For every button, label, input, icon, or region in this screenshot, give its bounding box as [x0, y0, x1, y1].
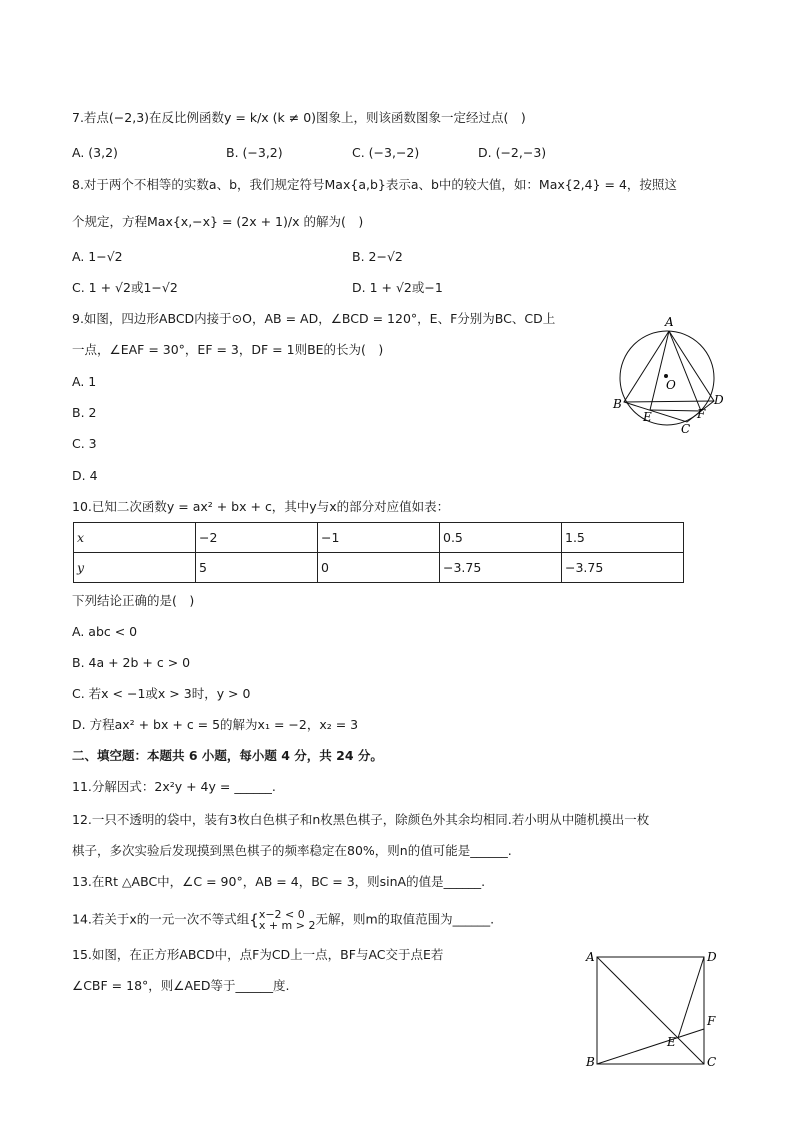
table-cell: 0: [318, 553, 440, 583]
table-cell: −3.75: [562, 553, 684, 583]
table-cell: 1.5: [562, 523, 684, 553]
table-cell: −3.75: [440, 553, 562, 583]
q9-option-a: A. 1: [72, 374, 97, 389]
segment-ef: [650, 410, 701, 411]
q14-inequality-2: x + m > 2: [258, 919, 316, 932]
table-cell: x: [74, 523, 196, 553]
q9-option-b: B. 2: [72, 405, 97, 420]
q9-option-d: D. 4: [72, 468, 98, 483]
q8-option-b: B. 2−√2: [352, 249, 403, 264]
q7-option-a: A. (3,2): [72, 145, 118, 160]
label-e: E: [667, 1035, 676, 1049]
table-row: [74, 523, 684, 553]
q10-question: 下列结论正确的是( ): [72, 593, 195, 608]
label-b: B: [613, 397, 622, 411]
q8-stem-line1: 8.对于两个不相等的实数a、b，我们规定符号Max{a,b}表示a、b中的较大值，如：Max{2,4} = 4，按照这: [72, 177, 677, 192]
diagonal-ac: [597, 957, 704, 1064]
q14-inequality-system: [259, 909, 316, 931]
segment-bd: [624, 401, 714, 402]
q12-line1: 12.一只不透明的袋中，装有3枚白色棋子和n枚黑色棋子，除颜色外其余均相同.若小明从中随机摸出一枚: [72, 812, 650, 827]
label-c: C: [681, 422, 691, 436]
label-c: C: [707, 1055, 717, 1069]
q10-value-table: [73, 522, 684, 583]
q15-square-figure: [583, 946, 723, 1072]
q7-option-b: B. (−3,2): [226, 145, 283, 160]
q10-option-d: D. 方程ax² + bx + c = 5的解为x₁ = −2，x₂ = 3: [72, 717, 359, 732]
q8-stem-line2: 个规定，方程Max{x,−x} = (2x + 1)/x 的解为( ): [72, 214, 364, 229]
section-heading-fill-in: 二、填空题：本题共 6 小题，每小题 4 分，共 24 分。: [72, 748, 383, 763]
label-d: D: [707, 950, 717, 964]
q7-stem: 7.若点(−2,3)在反比例函数y = k/x (k ≠ 0)图象上，则该函数图象一定经过点( ): [72, 110, 526, 125]
label-f: F: [707, 1014, 716, 1028]
table-cell: 0.5: [440, 523, 562, 553]
table-cell: y: [74, 553, 196, 583]
q10-option-a: A. abc < 0: [72, 624, 138, 639]
q8-option-d: D. 1 + √2或−1: [352, 280, 443, 295]
label-d: D: [714, 393, 724, 407]
q9-circle-figure: [608, 310, 728, 438]
q14-suffix: 无解，则m的取值范围为______.: [315, 911, 495, 927]
q14-stem: [72, 909, 494, 931]
q12-line2: 棋子，多次实验后发现摸到黑色棋子的频率稳定在80%，则n的值可能是______.: [72, 843, 512, 858]
q9-stem-line1: 9.如图，四边形ABCD内接于⊙O，AB = AD，∠BCD = 120°，E、F分别为BC、CD上: [72, 311, 556, 326]
q14-prefix: 14.若关于x的一元一次不等式组: [72, 911, 250, 927]
label-e: E: [643, 410, 652, 424]
label-a: A: [665, 315, 674, 329]
label-o: O: [666, 378, 676, 392]
segment-de: [678, 957, 704, 1038]
q8-option-c: C. 1 + √2或1−√2: [72, 280, 178, 295]
q10-option-b: B. 4a + 2b + c > 0: [72, 655, 191, 670]
table-row: [74, 553, 684, 583]
q7-option-d: D. (−2,−3): [478, 145, 547, 160]
table-cell: −2: [196, 523, 318, 553]
table-cell: 5: [196, 553, 318, 583]
q11-stem: 11.分解因式：2x²y + 4y = ______.: [72, 779, 276, 794]
q15-line2: ∠CBF = 18°，则∠AED等于______度.: [72, 978, 290, 993]
segment-af: [669, 331, 701, 411]
q9-option-c: C. 3: [72, 436, 97, 451]
segment-bf: [597, 1029, 704, 1064]
label-f: F: [697, 407, 706, 421]
q8-option-a: A. 1−√2: [72, 249, 123, 264]
q7-option-c: C. (−3,−2): [352, 145, 420, 160]
brace-icon: {: [249, 910, 259, 929]
q14-inequality-1: x−2 < 0: [258, 908, 305, 921]
table-cell: −1: [318, 523, 440, 553]
q10-stem: 10.已知二次函数y = ax² + bx + c，其中y与x的部分对应值如表：: [72, 499, 450, 514]
q9-stem-line2: 一点，∠EAF = 30°，EF = 3，DF = 1则BE的长为( ): [72, 342, 384, 357]
label-a: A: [586, 950, 595, 964]
q13-stem: 13.在Rt △ABC中，∠C = 90°，AB = 4，BC = 3，则sinA的值是______.: [72, 874, 486, 889]
segment-ae: [650, 331, 669, 410]
q10-option-c: C. 若x < −1或x > 3时，y > 0: [72, 686, 251, 701]
q15-line1: 15.如图，在正方形ABCD中，点F为CD上一点，BF与AC交于点E若: [72, 947, 444, 962]
label-b: B: [586, 1055, 595, 1069]
